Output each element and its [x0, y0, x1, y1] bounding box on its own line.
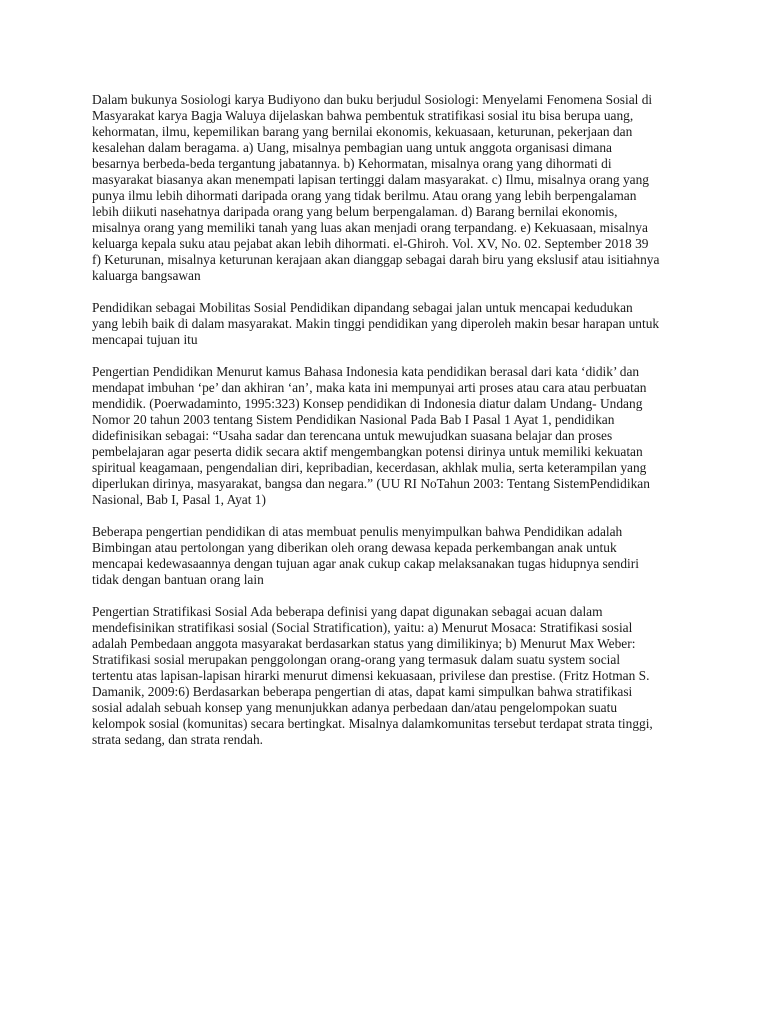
- paragraph-stratification-factors: Dalam bukunya Sosiologi karya Budiyono dan buku berjudul Sosiologi: Menyelami Fenomena Sosial di Masyarakat karya Bagja Waluya dijelaskan bahwa pembentuk stratifikasi sosial itu bisa berupa uang, kehormatan, ilmu, kepemilikan barang yang bernilai ekonomis, kekuasaan, keturunan, pekerjaan dan kesalehan dalam beragama. a) Uang, misalnya pembagian uang untuk anggota organisasi dimana besarnya berbeda-beda tergantung jabatannya. b) Kehormatan, misalnya orang yang dihormati di masyarakat biasanya akan menempati lapisan tertinggi dalam masyarakat. c) Ilmu, misalnya orang yang punya ilmu lebih dihormati daripada orang yang tidak berilmu. Atau orang yang lebih berpengalaman lebih diikuti nasehatnya daripada orang yang belum berpengalaman. d) Barang bernilai ekonomis, misalnya orang yang memiliki tanah yang luas akan menjadi orang terpandang. e) Kekuasaan, misalnya keluarga kepala suku atau pejabat akan lebih dihormati. el-Ghiroh. Vol. XV, No. 02. September 2018 39 f) Keturunan, misalnya keturunan kerajaan akan dianggap sebagai darah biru yang ekslusif atau isitiahnya kaluarga bangsawan: [92, 92, 660, 283]
- paragraph-stratification-definition: Pengertian Stratifikasi Sosial Ada beberapa definisi yang dapat digunakan sebagai acuan dalam mendefisinikan stratifikasi sosial (Social Stratification), yaitu: a) Menurut Mosaca: Stratifikasi sosial adalah Pembedaan anggota masyarakat berdasarkan status yang dimilikinya; b) Menurut Max Weber: Stratifikasi sosial merupakan penggolongan orang-orang yang termasuk dalam suatu system social tertentu atas lapisan-lapisan hirarki menurut dimensi kekuasaan, privilese dan prestise. (Fritz Hotman S. Damanik, 2009:6) Berdasarkan beberapa pengertian di atas, dapat kami simpulkan bahwa stratifikasi sosial adalah sebuah konsep yang menunjukkan adanya perbedaan dan/atau pengelompokan suatu kelompok sosial (komunitas) secara bertingkat. Misalnya dalamkomunitas tersebut terdapat strata tinggi, strata sedang, dan strata rendah.: [92, 604, 653, 747]
- paragraph-education-mobility: Pendidikan sebagai Mobilitas Sosial Pendidikan dipandang sebagai jalan untuk mencapai kedudukan yang lebih baik di dalam masyarakat. Makin tinggi pendidikan yang diperoleh makin besar harapan untuk mencapai tujuan itu: [92, 300, 660, 347]
- document-page: [92, 92, 688, 764]
- paragraph-education-conclusion: Beberapa pengertian pendidikan di atas membuat penulis menyimpulkan bahwa Pendidikan adalah Bimbingan atau pertolongan yang diberikan oleh orang dewasa kepada perkembangan anak untuk mencapai kedewasaannya dengan tujuan agar anak cukup cakap melaksanakan tugas hidupnya sendiri tidak dengan bantuan orang lain: [92, 524, 639, 587]
- paragraph-education-definition: Pengertian Pendidikan Menurut kamus Bahasa Indonesia kata pendidikan berasal dari kata ‘didik’ dan mendapat imbuhan ‘pe’ dan akhiran ‘an’, maka kata ini mempunyai arti proses atau cara atau perbuatan mendidik. (Poerwadaminto, 1995:323) Konsep pendidikan di Indonesia diatur dalam Undang- Undang Nomor 20 tahun 2003 tentang Sistem Pendidikan Nasional Pada Bab I Pasal 1 Ayat 1, pendidikan didefinisikan sebagai: “Usaha sadar dan terencana untuk mewujudkan suasana belajar dan proses pembelajaran agar peserta didik secara aktif mengembangkan potensi dirinya untuk memiliki kekuatan spiritual keagamaan, pengendalian diri, kepribadian, kecerdasan, akhlak mulia, serta keterampilan yang diperlukan dirinya, masyarakat, bangsa dan negara.” (UU RI NoTahun 2003: Tentang SistemPendidikan Nasional, Bab I, Pasal 1, Ayat 1): [92, 364, 650, 507]
